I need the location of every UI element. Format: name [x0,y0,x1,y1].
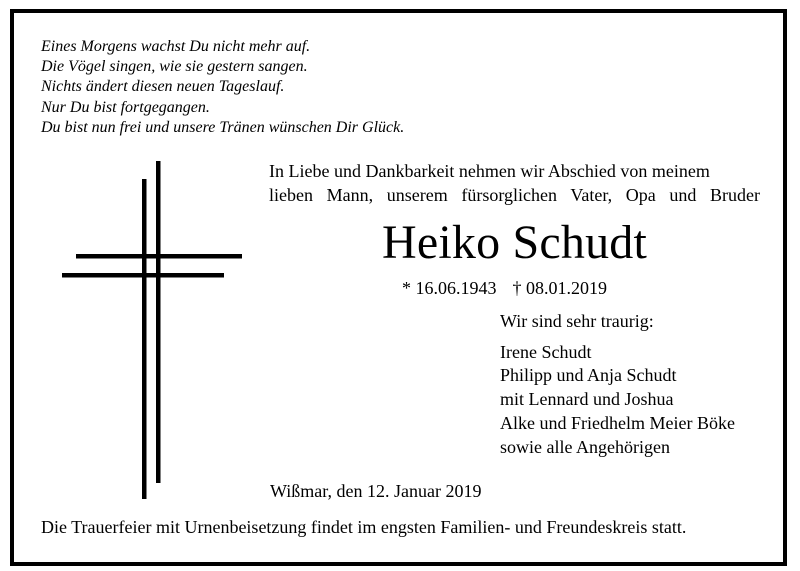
intro-line-2: lieben Mann, unserem fürsorglichen Vater, Opa und Bruder [269,185,760,205]
mourners-block [500,310,735,459]
deceased-name: Heiko Schudt [382,216,648,269]
farewell-intro [269,159,760,207]
mourner-name: mit Lennard und Joshua [500,389,674,410]
mourner-name: Irene Schudt [500,341,592,362]
poem-line: Eines Morgens wachst Du nicht mehr auf. [41,38,311,55]
poem-line: Du bist nun frei und unsere Tränen wünschen Dir Glück. [41,118,405,136]
mourners-lead: Wir sind sehr traurig: [500,311,654,331]
poem [41,37,404,138]
funeral-info: Die Trauerfeier mit Urnenbeisetzung findet im engsten Familien- und Freundeskreis statt. [41,517,687,537]
mourner-name: sowie alle Angehörigen [500,436,670,457]
poem-line: Nur Du bist fortgegangen. [41,98,210,116]
poem-line: Die Vögel singen, wie sie gestern sangen. [41,58,308,76]
birth-date: * 16.06.1943 [402,278,497,298]
place-and-date: Wißmar, den 12. Januar 2019 [270,481,482,501]
poem-line: Nichts ändert diesen neuen Tageslauf. [41,78,285,96]
mourner-name: Philipp und Anja Schudt [500,365,677,386]
death-date: † 08.01.2019 [512,278,607,298]
mourner-name: Alke und Friedhelm Meier Böke [500,412,735,433]
intro-line-1: In Liebe und Dankbarkeit nehmen wir Abschied von meinem [269,161,710,181]
obituary-notice [10,9,787,566]
life-dates [402,276,607,300]
cross-icon [62,161,242,501]
